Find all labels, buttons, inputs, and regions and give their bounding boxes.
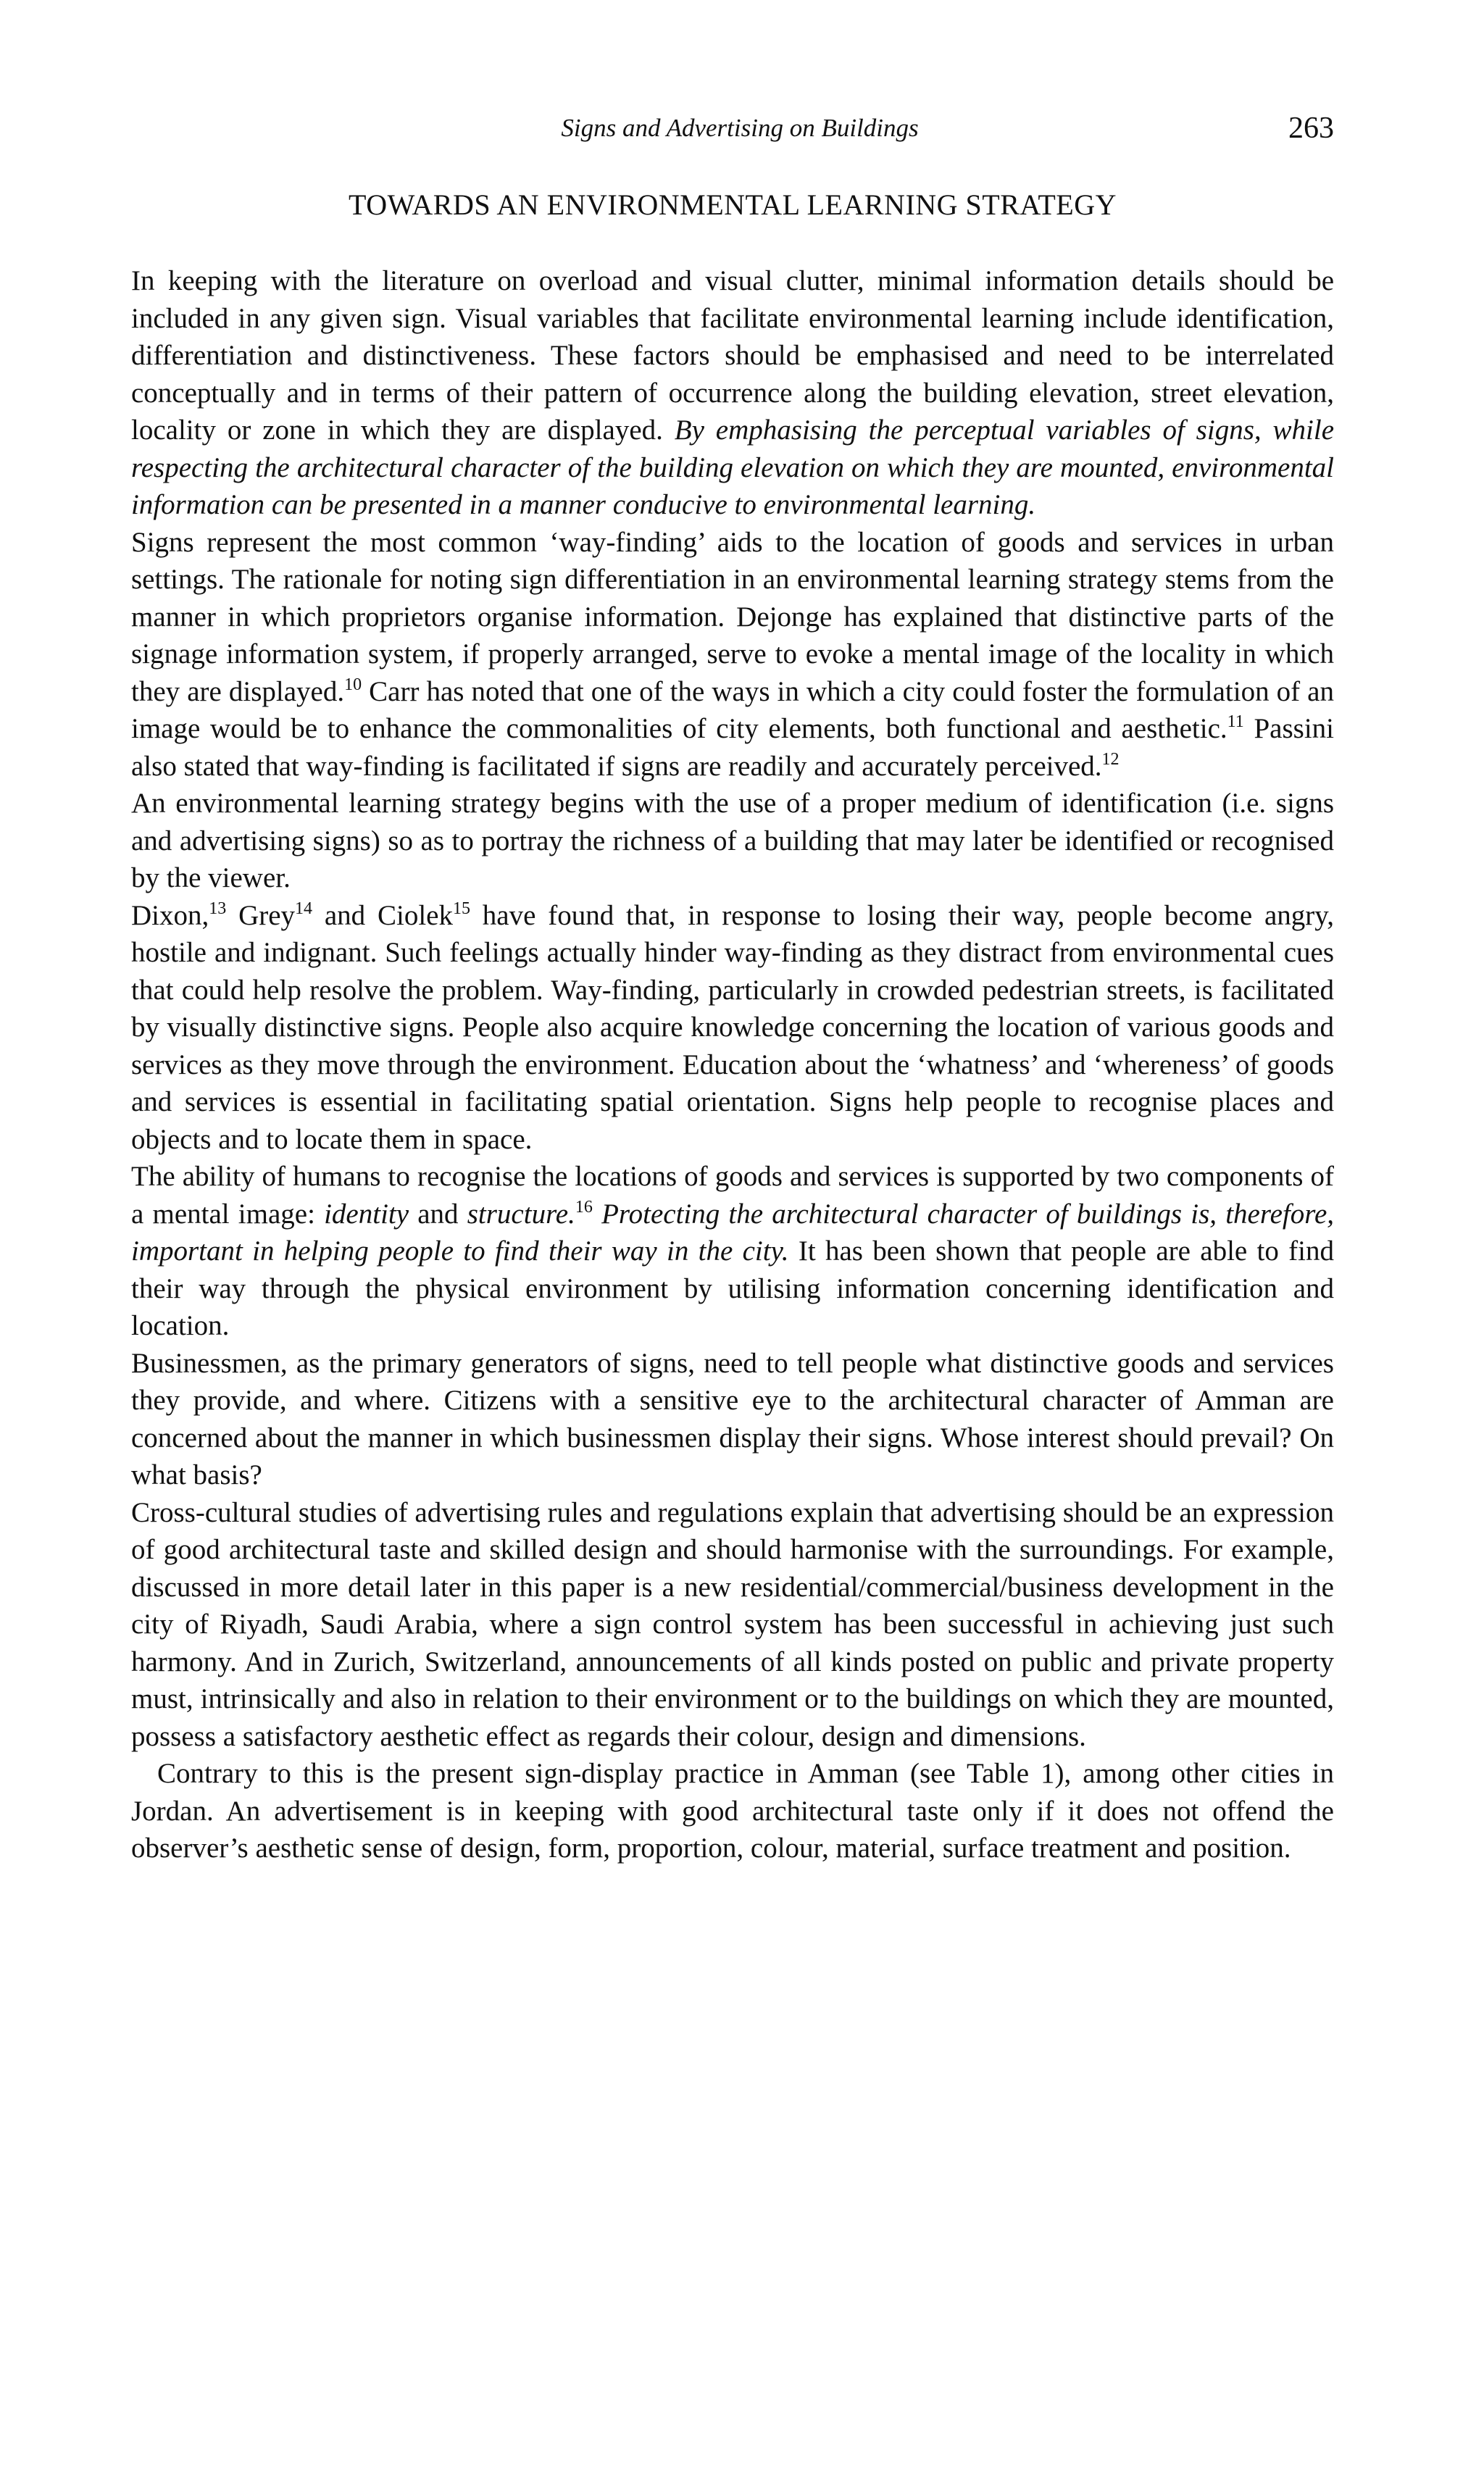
footnote-ref-16: 16 [575,1197,593,1217]
paragraph-6 [131,1345,1334,1494]
paragraph-1 [131,262,1334,524]
section-heading: TOWARDS AN ENVIRONMENTAL LEARNING STRATEGY [349,188,1117,221]
paragraph-5-text-c [593,1198,601,1230]
footnote-ref-14: 14 [295,899,313,918]
paragraph-4-text-a: Dixon, [131,899,209,931]
paragraph-5-text-a: The ability of humans to recognise the locations of goods and services is supported by two components of a mental image: [131,1161,1334,1230]
footnote-ref-10: 10 [344,675,362,694]
paragraph-5 [131,1158,1334,1345]
paragraph-2-text-b: Carr has noted that one of the ways in which a city could foster the formulation of an image would be to enhance the commonalities of city elements, both functional and aesthetic. [131,675,1334,744]
paragraph-3 [131,785,1334,897]
paragraph-1-emphasis: By emphasising the perceptual variables of signs, while respecting the architectural character of the building elevation on which they are mounted, environmental information can be presented in a manner conducive to environmental learning. [131,414,1335,520]
paragraph-4-text-c: and Ciolek [312,899,453,931]
body-text [131,262,1334,1867]
paragraph-2 [131,524,1334,785]
paragraph-2-text-a: Signs represent the most common ‘way-finding’ aids to the location of goods and services in urban settings. The rationale for noting sign differentiation in an environmental learning strategy stems from the manner in which proprietors organise information. Dejonge has explained that distinctive parts of the signage information system, if properly arranged, serve to evoke a mental image of the locality in which they are displayed. [131,526,1334,707]
paragraph-5-emphasis-identity: identity [324,1198,409,1230]
paragraph-2-text-c: Passini also stated that way-finding is facilitated if signs are readily and accurately perceived. [131,713,1334,782]
footnote-ref-12: 12 [1101,749,1120,769]
paragraph-5-emphasis-structure: structure. [467,1198,575,1230]
paragraph-5-text-d: It has been shown that people are able to find their way through the physical environment by utilising information concerning identification and location. [131,1235,1335,1341]
running-head [131,110,1334,154]
paragraph-6-text: Businessmen, as the primary generators of signs, need to tell people what distinctive goods and services they provide, and where. Citizens with a sensitive eye to the architectural character of Amman are concerned about the manner in which businessmen display their signs. Whose interest should prevail? On what basis? [131,1347,1334,1491]
paragraph-4-text-b: Grey [226,899,296,931]
running-title: Signs and Advertising on Buildings [561,114,919,142]
paragraph-4-text-d: have found that, in response to losing their way, people become angry, hostile and indignant. Such feelings actually hinder way-finding as they distract from environmental cues that could help resolve the problem. Way-finding, particularly in crowded pedestrian streets, is facilitated by visually distinctive signs. People also acquire knowledge concerning the location of various goods and services as they move through the environment. Education about the ‘whatness’ and ‘whereness’ of goods and services is essential in facilitating spatial orientation. Signs help people to recognise places and objects and to locate them in space. [131,899,1334,1155]
paragraph-3-text: An environmental learning strategy begins with the use of a proper medium of identification (i.e. signs and advertising signs) so as to portray the richness of a building that may later be identified or recognised by the viewer. [131,788,1334,893]
page-number: 263 [1288,112,1334,145]
paragraph-1-text: In keeping with the literature on overload and visual clutter, minimal information details should be included in any given sign. Visual variables that facilitate environmental learning include identification, differentiation and distinctiveness. These factors should be emphasised and need to be interrelated conceptually and in terms of their pattern of occurrence along the building elevation, street elevation, locality or zone in which they are displayed. [131,265,1334,446]
journal-page [131,0,1334,2489]
paragraph-8 [131,1755,1334,1867]
footnote-ref-15: 15 [452,899,470,918]
paragraph-5-emphasis-protecting: Protecting the architectural character of buildings is, therefore, important in helping people to find their way in the city. [131,1198,1335,1267]
paragraph-7-text: Cross-cultural studies of advertising rules and regulations explain that advertising should be an expression of good architectural taste and skilled design and should harmonise with the surroundings. For example, discussed in more detail later in this paper is a new residential/commercial/business development in the city of Riyadh, Saudi Arabia, where a sign control system has been successful in achieving just such harmony. And in Zurich, Switzerland, announcements of all kinds posted on public and private property must, intrinsically and also in relation to their environment or to the buildings on which they are mounted, possess a satisfactory aesthetic effect as regards their colour, design and dimensions. [131,1496,1334,1752]
paragraph-4 [131,897,1334,1159]
footnote-ref-13: 13 [209,899,227,918]
paragraph-7 [131,1494,1334,1756]
paragraph-8-text: Contrary to this is the present sign-display practice in Amman (see Table 1), among other cities in Jordan. An advertisement is in keeping with good architectural taste only if it does not offend the observer’s aesthetic sense of design, form, proportion, colour, material, surface treatment and position. [131,1758,1334,1864]
paragraph-5-text-b: and [409,1198,467,1230]
footnote-ref-11: 11 [1227,712,1244,731]
